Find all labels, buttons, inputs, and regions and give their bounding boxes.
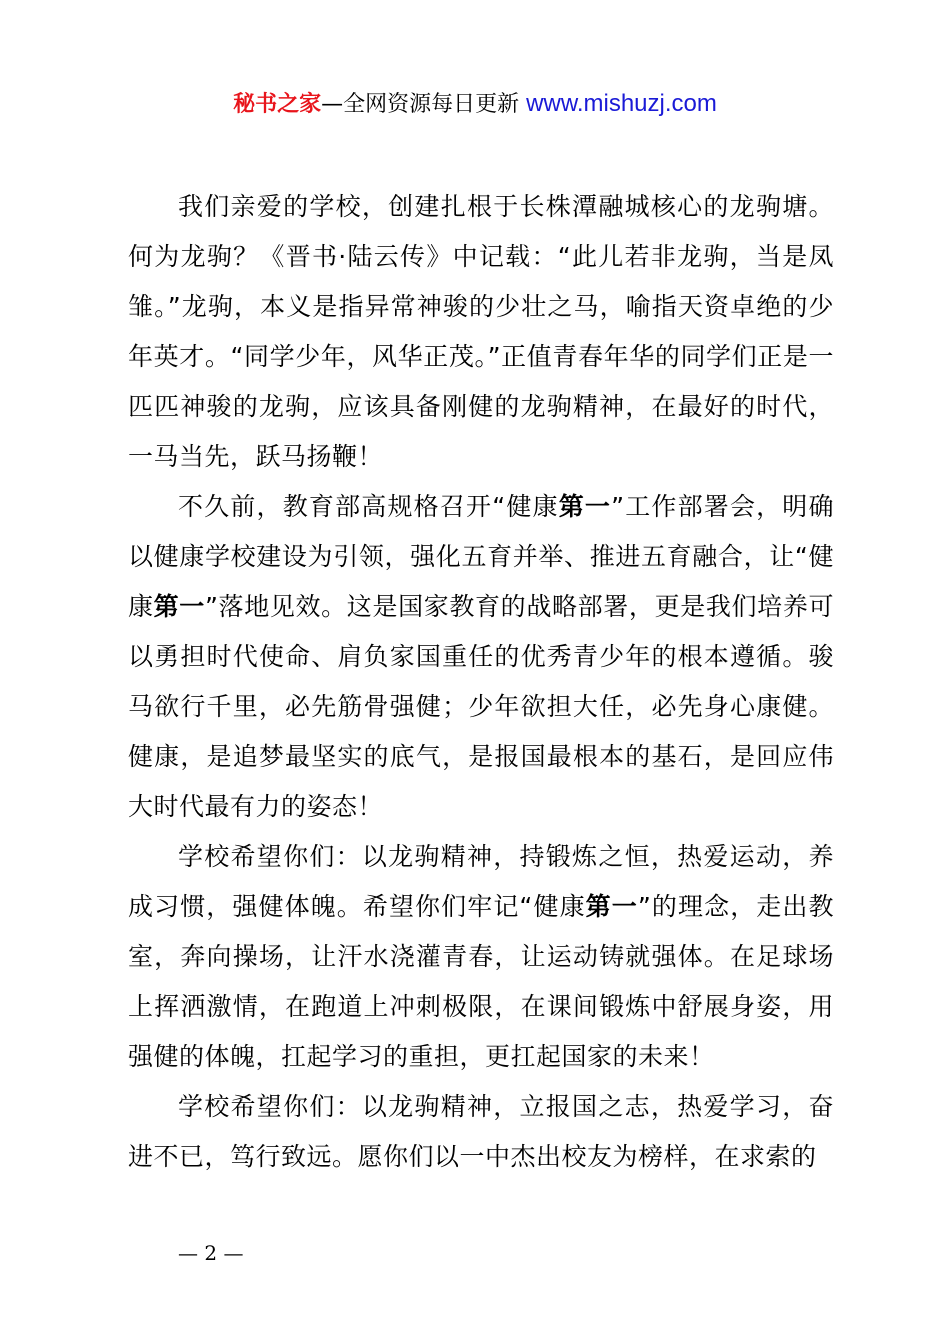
paragraph-2 (128, 482, 834, 832)
paragraph-3-part-2: ”的理念，走出教室，奔向操场，让汗水浇灌青春，让运动铸就强体。在足球场上挥洒激情，在跑道上冲刺极限，在课间锻炼中舒展身姿，用强健的体魄，扛起学习的重担，更扛起国家的未来！ (128, 892, 834, 1071)
paragraph-2-part-3: ”落地见效。这是国家教育的战略部署，更是我们培养可以勇担时代使命、肩负家国重任的优秀青少年的根本遵循。骏马欲行千里，必先筋骨强健；少年欲担大任，必先身心康健。健康，是追梦最坚实的底气，是报国最根本的基石，是回应伟大时代最有力的姿态！ (128, 592, 834, 821)
page-header (0, 88, 950, 121)
paragraph-2-part-2: ”工作部署会，明确以健康学校建设为引领，强化五育并举、推进五育融合，让“健康 (128, 492, 834, 621)
paragraph-3-part-1: 学校希望你们：以龙驹精神，持锻炼之恒，热爱运动，养成习惯，强健体魄。希望你们牢记“健康 (128, 842, 834, 921)
bold-text: 第一 (585, 892, 638, 921)
bold-text: 第一 (558, 492, 612, 521)
bold-text: 第一 (153, 592, 205, 621)
page-number: — 2 — (178, 1241, 244, 1265)
brand-name: 秘书之家 (233, 92, 322, 117)
document-body (128, 182, 834, 1182)
paragraph-3 (128, 832, 834, 1082)
paragraph-4: 学校希望你们：以龙驹精神，立报国之志，热爱学习，奋进不已，笃行致远。愿你们以一中杰出校友为榜样，在求索的 (128, 1092, 834, 1171)
paragraph-1: 我们亲爱的学校，创建扎根于长株潭融城核心的龙驹塘。何为龙驹？《晋书·陆云传》中记载：“此儿若非龙驹，当是凤雏。”龙驹，本义是指异常神骏的少壮之马，喻指天资卓绝的少年英才。“同学少年，风华正茂。”正值青春年华的同学们正是一匹匹神骏的龙驹，应该具备刚健的龙驹精神，在最好的时代，一马当先，跃马扬鞭！ (128, 192, 834, 471)
header-tagline: —全网资源每日更新 (321, 92, 527, 117)
website-url[interactable]: www.mishuzj.com (526, 90, 717, 117)
paragraph-2-part-1: 不久前，教育部高规格召开“健康 (178, 492, 559, 521)
